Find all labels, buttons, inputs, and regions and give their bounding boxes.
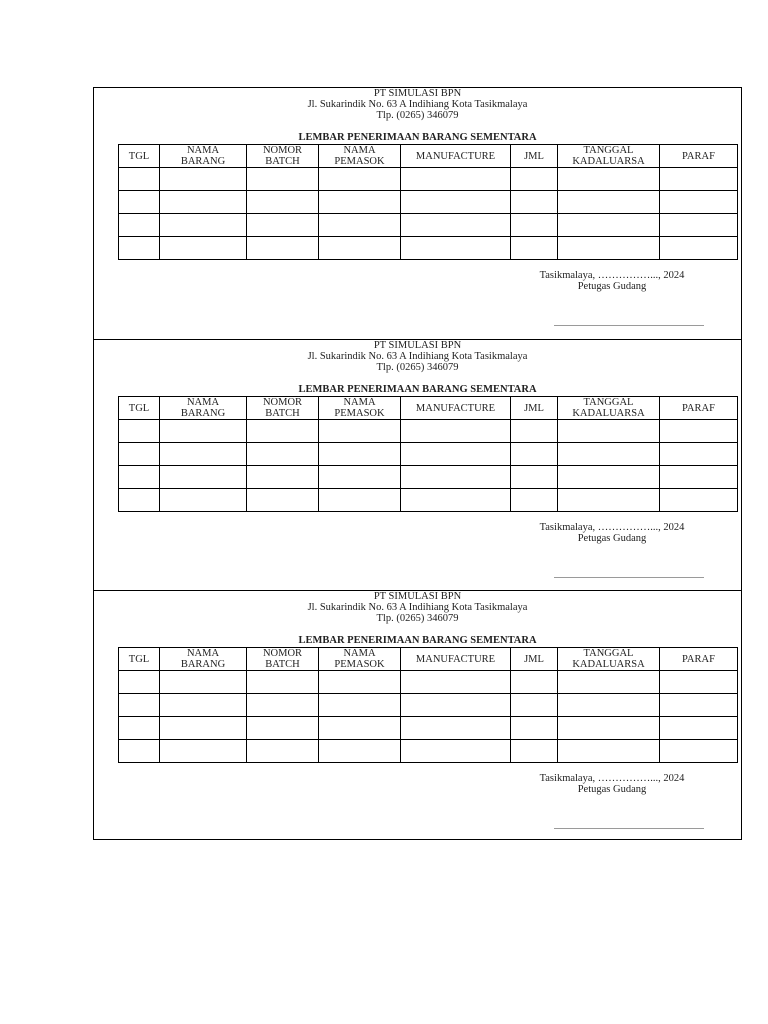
table-cell[interactable] [660,214,738,237]
table-cell[interactable] [511,168,558,191]
company-address: Jl. Sukarindik No. 63 A Indihiang Kota Tasikmalaya [307,351,528,362]
table-cell[interactable] [401,694,511,717]
table-cell[interactable] [401,168,511,191]
table-cell[interactable] [247,443,319,466]
table-cell[interactable] [160,214,247,237]
form-title: LEMBAR PENERIMAAN BARANG SEMENTARA [298,132,537,143]
table-cell[interactable] [401,740,511,763]
company-phone: Tlp. (0265) 346079 [376,613,459,624]
table-header-row [119,397,738,420]
table-cell[interactable] [660,466,738,489]
table-cell[interactable] [511,191,558,214]
signature-line [554,577,704,578]
table-cell[interactable] [160,420,247,443]
receipt-form-3 [94,590,741,841]
column-header-nama-barang: NAMA BARANG [160,648,247,671]
table-cell[interactable] [247,191,319,214]
table-cell[interactable] [660,671,738,694]
table-cell[interactable] [319,717,401,740]
table-cell[interactable] [511,694,558,717]
company-name: PT SIMULASI BPN [373,340,462,351]
table-row [119,694,738,717]
receipt-table [118,647,738,763]
table-cell[interactable] [401,717,511,740]
table-row [119,443,738,466]
table-row [119,466,738,489]
table-cell[interactable] [401,214,511,237]
table-cell[interactable] [119,420,160,443]
table-cell[interactable] [558,214,660,237]
table-cell[interactable] [558,466,660,489]
table-cell[interactable] [160,443,247,466]
table-cell[interactable] [558,489,660,512]
table-cell[interactable] [319,191,401,214]
table-cell[interactable] [660,420,738,443]
column-header-paraf: PARAF [660,648,738,671]
table-cell[interactable] [160,168,247,191]
table-cell[interactable] [558,237,660,260]
table-cell[interactable] [119,191,160,214]
receipt-sheet [93,87,742,840]
table-cell[interactable] [511,740,558,763]
table-cell[interactable] [247,466,319,489]
company-phone: Tlp. (0265) 346079 [376,110,459,121]
company-phone: Tlp. (0265) 346079 [376,362,459,373]
table-cell[interactable] [511,717,558,740]
table-cell[interactable] [247,214,319,237]
column-header-nama-pemasok: NAMA PEMASOK [319,145,401,168]
signature-line [554,325,704,326]
column-header-manufacture: MANUFACTURE [401,145,511,168]
signer-role: Petugas Gudang [577,533,647,544]
table-cell[interactable] [511,237,558,260]
table-cell[interactable] [160,717,247,740]
table-cell[interactable] [247,237,319,260]
table-cell[interactable] [401,489,511,512]
column-header-jml: JML [511,145,558,168]
column-header-manufacture: MANUFACTURE [401,648,511,671]
table-cell[interactable] [319,740,401,763]
column-header-manufacture: MANUFACTURE [401,397,511,420]
table-cell[interactable] [319,237,401,260]
signature-line [554,828,704,829]
table-cell[interactable] [660,740,738,763]
column-header-tanggal-kadaluarsa: TANGGAL KADALUARSA [558,397,660,420]
table-cell[interactable] [558,168,660,191]
table-cell[interactable] [160,740,247,763]
column-header-jml: JML [511,397,558,420]
table-cell[interactable] [511,671,558,694]
table-cell[interactable] [319,168,401,191]
table-cell[interactable] [319,694,401,717]
table-row [119,214,738,237]
table-cell[interactable] [119,694,160,717]
table-cell[interactable] [247,740,319,763]
column-header-nama-barang: NAMA BARANG [160,397,247,420]
table-cell[interactable] [247,671,319,694]
table-cell[interactable] [319,443,401,466]
column-header-tgl: TGL [119,397,160,420]
table-row [119,237,738,260]
table-row [119,489,738,512]
table-cell[interactable] [247,420,319,443]
table-header-row [119,648,738,671]
receipt-form-2 [94,339,741,590]
table-cell[interactable] [119,237,160,260]
table-row [119,740,738,763]
table-cell[interactable] [160,191,247,214]
table-cell[interactable] [247,717,319,740]
column-header-nama-barang: NAMA BARANG [160,145,247,168]
table-row [119,420,738,443]
table-cell[interactable] [319,214,401,237]
table-cell[interactable] [319,489,401,512]
table-cell[interactable] [401,671,511,694]
table-cell[interactable] [119,466,160,489]
company-name: PT SIMULASI BPN [373,591,462,602]
company-address: Jl. Sukarindik No. 63 A Indihiang Kota Tasikmalaya [307,602,528,613]
table-cell[interactable] [160,466,247,489]
table-cell[interactable] [160,489,247,512]
table-header-row [119,145,738,168]
table-cell[interactable] [558,717,660,740]
table-cell[interactable] [119,443,160,466]
table-cell[interactable] [511,420,558,443]
table-cell[interactable] [119,740,160,763]
signer-role: Petugas Gudang [577,281,647,292]
table-cell[interactable] [401,466,511,489]
table-cell[interactable] [558,420,660,443]
company-name: PT SIMULASI BPN [373,88,462,99]
column-header-paraf: PARAF [660,145,738,168]
table-cell[interactable] [660,237,738,260]
table-cell[interactable] [401,420,511,443]
table-cell[interactable] [401,191,511,214]
table-cell[interactable] [119,717,160,740]
column-header-paraf: PARAF [660,397,738,420]
table-row [119,168,738,191]
table-cell[interactable] [160,237,247,260]
column-header-nomor-batch: NOMOR BATCH [247,145,319,168]
table-cell[interactable] [511,489,558,512]
signer-role: Petugas Gudang [577,784,647,795]
table-cell[interactable] [660,191,738,214]
table-cell[interactable] [119,489,160,512]
form-title: LEMBAR PENERIMAAN BARANG SEMENTARA [298,384,537,395]
column-header-tgl: TGL [119,145,160,168]
place-date: Tasikmalaya, ……………..., 2024 [539,522,685,533]
column-header-tgl: TGL [119,648,160,671]
table-cell[interactable] [660,443,738,466]
table-cell[interactable] [119,671,160,694]
place-date: Tasikmalaya, ……………..., 2024 [539,270,685,281]
table-cell[interactable] [160,694,247,717]
table-cell[interactable] [558,740,660,763]
table-cell[interactable] [558,671,660,694]
column-header-jml: JML [511,648,558,671]
table-cell[interactable] [160,671,247,694]
column-header-nama-pemasok: NAMA PEMASOK [319,648,401,671]
table-cell[interactable] [247,168,319,191]
column-header-tanggal-kadaluarsa: TANGGAL KADALUARSA [558,145,660,168]
receipt-table [118,396,738,512]
table-cell[interactable] [319,420,401,443]
receipt-form-1 [94,88,741,339]
column-header-nomor-batch: NOMOR BATCH [247,397,319,420]
table-cell[interactable] [660,489,738,512]
table-cell[interactable] [558,443,660,466]
table-cell[interactable] [119,214,160,237]
table-cell[interactable] [660,717,738,740]
table-row [119,191,738,214]
table-cell[interactable] [119,168,160,191]
table-cell[interactable] [401,443,511,466]
table-cell[interactable] [660,168,738,191]
table-row [119,717,738,740]
table-cell[interactable] [511,443,558,466]
form-title: LEMBAR PENERIMAAN BARANG SEMENTARA [298,635,537,646]
table-cell[interactable] [511,466,558,489]
place-date: Tasikmalaya, ……………..., 2024 [539,773,685,784]
table-cell[interactable] [558,694,660,717]
table-cell[interactable] [558,191,660,214]
column-header-tanggal-kadaluarsa: TANGGAL KADALUARSA [558,648,660,671]
company-address: Jl. Sukarindik No. 63 A Indihiang Kota Tasikmalaya [307,99,528,110]
table-cell[interactable] [660,694,738,717]
table-cell[interactable] [319,671,401,694]
table-cell[interactable] [247,489,319,512]
table-row [119,671,738,694]
column-header-nama-pemasok: NAMA PEMASOK [319,397,401,420]
table-cell[interactable] [319,466,401,489]
table-cell[interactable] [401,237,511,260]
table-cell[interactable] [511,214,558,237]
receipt-table [118,144,738,260]
column-header-nomor-batch: NOMOR BATCH [247,648,319,671]
table-cell[interactable] [247,694,319,717]
